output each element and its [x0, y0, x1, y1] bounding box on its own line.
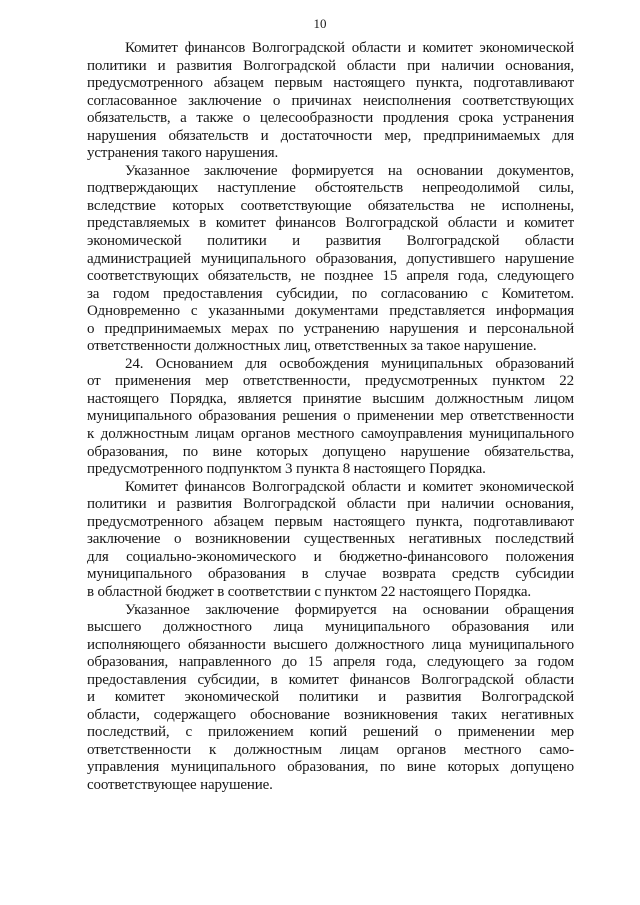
paragraph-4: [87, 479, 574, 602]
text-line: ответственности должностных лиц, ответственных за такое нарушение.: [87, 338, 537, 355]
text-line: подтверждающих наступление обстоятельств непреодолимой силы,: [87, 180, 574, 197]
text-line: Комитет финансов Волгоградской области и комитет экономической: [125, 40, 574, 56]
text-line: Указанное заключение формируется на основании обращения: [125, 601, 574, 618]
text-line: предусмотренного абзацем первым настоящего пункта, подготавливают: [87, 513, 574, 530]
text-line: предусмотренного абзацем первым настоящего пункта, подготавливают: [87, 75, 574, 92]
text-line: устранения такого нарушения.: [87, 145, 279, 162]
text-line: высшего должностного лица муниципального образования или: [87, 619, 574, 636]
text-line: муниципального образования решения о применении мер ответственности: [87, 408, 574, 425]
text-line: нарушения обязательств и достаточности мер, предпринимаемых для: [87, 127, 574, 144]
text-line: последствий, с приложением копий решений о применении мер: [87, 724, 574, 741]
text-line: о предпринимаемых мерах по устранению нарушения и персональной: [87, 320, 574, 337]
text-line: за годом предоставления субсидии, по согласованию с Комитетом.: [87, 285, 574, 302]
text-line: представляемых в комитет финансов Волгоградской области и комитет: [87, 215, 574, 232]
text-line: образования, по вине которых допущено нарушение обязательства,: [87, 443, 574, 460]
text-line: администрацией муниципального образования, допустившего нарушение: [87, 250, 574, 267]
text-line: и комитет экономической политики и развития Волгоградской: [87, 689, 574, 706]
document-body: [87, 40, 574, 795]
paragraph-2: [87, 163, 574, 356]
text-line: вследствие которых соответствующие обязательства не исполнены,: [87, 197, 574, 214]
text-line: 24. Основанием для освобождения муниципальных образований: [125, 355, 574, 372]
paragraph-3: [87, 356, 574, 479]
paragraph-5: [87, 602, 574, 795]
text-line: муниципального образования в случае возврата средств субсидии: [87, 566, 574, 583]
paragraph-1: [87, 40, 574, 163]
text-line: Указанное заключение формируется на основании документов,: [125, 162, 574, 179]
text-line: Комитет финансов Волгоградской области и комитет экономической: [125, 478, 574, 495]
text-line: управления муниципального образования, по вине которых допущено: [87, 759, 574, 776]
text-line: политики и развития Волгоградской области при наличии основания,: [87, 57, 574, 74]
text-line: соответствующее нарушение.: [87, 776, 273, 793]
text-line: предусмотренного подпунктом 3 пункта 8 настоящего Порядка.: [87, 461, 486, 478]
text-line: исполняющего обязанности высшего должностного лица муниципального: [87, 636, 574, 653]
text-line: Одновременно с указанными документами представляется информация: [87, 303, 574, 320]
text-line: к должностным лицам органов местного самоуправления муниципального: [87, 426, 574, 443]
text-line: в областной бюджет в соответствии с пунктом 22 настоящего Порядка.: [87, 583, 532, 600]
text-line: согласованное заключение о причинах неисполнения соответствующих: [87, 92, 574, 109]
text-line: ответственности к должностным лицам органов местного само-: [87, 741, 574, 758]
text-line: обязательств, а также о целесообразности продления срока устранения: [87, 110, 574, 127]
text-line: для социально-экономического и бюджетно-финансового положения: [87, 548, 574, 565]
text-line: образования, направленного до 15 апреля года, следующего за годом: [87, 654, 574, 671]
text-line: соответствующих обязательств, не позднее 15 апреля года, следующего: [87, 268, 574, 285]
text-line: настоящего Порядка, является принятие высшим должностным лицом: [87, 390, 574, 407]
text-line: от применения мер ответственности, предусмотренных пунктом 22: [87, 373, 574, 390]
page-number: 10: [313, 16, 327, 31]
text-line: предоставления субсидии, в комитет финансов Волгоградской области: [87, 671, 574, 688]
text-line: экономической политики и развития Волгоградской области: [87, 233, 574, 250]
text-line: политики и развития Волгоградской области при наличии основания,: [87, 496, 574, 513]
text-line: области, содержащего обоснование возникновения таких негативных: [87, 706, 574, 723]
text-line: заключение о возникновении существенных негативных последствий: [87, 531, 574, 548]
